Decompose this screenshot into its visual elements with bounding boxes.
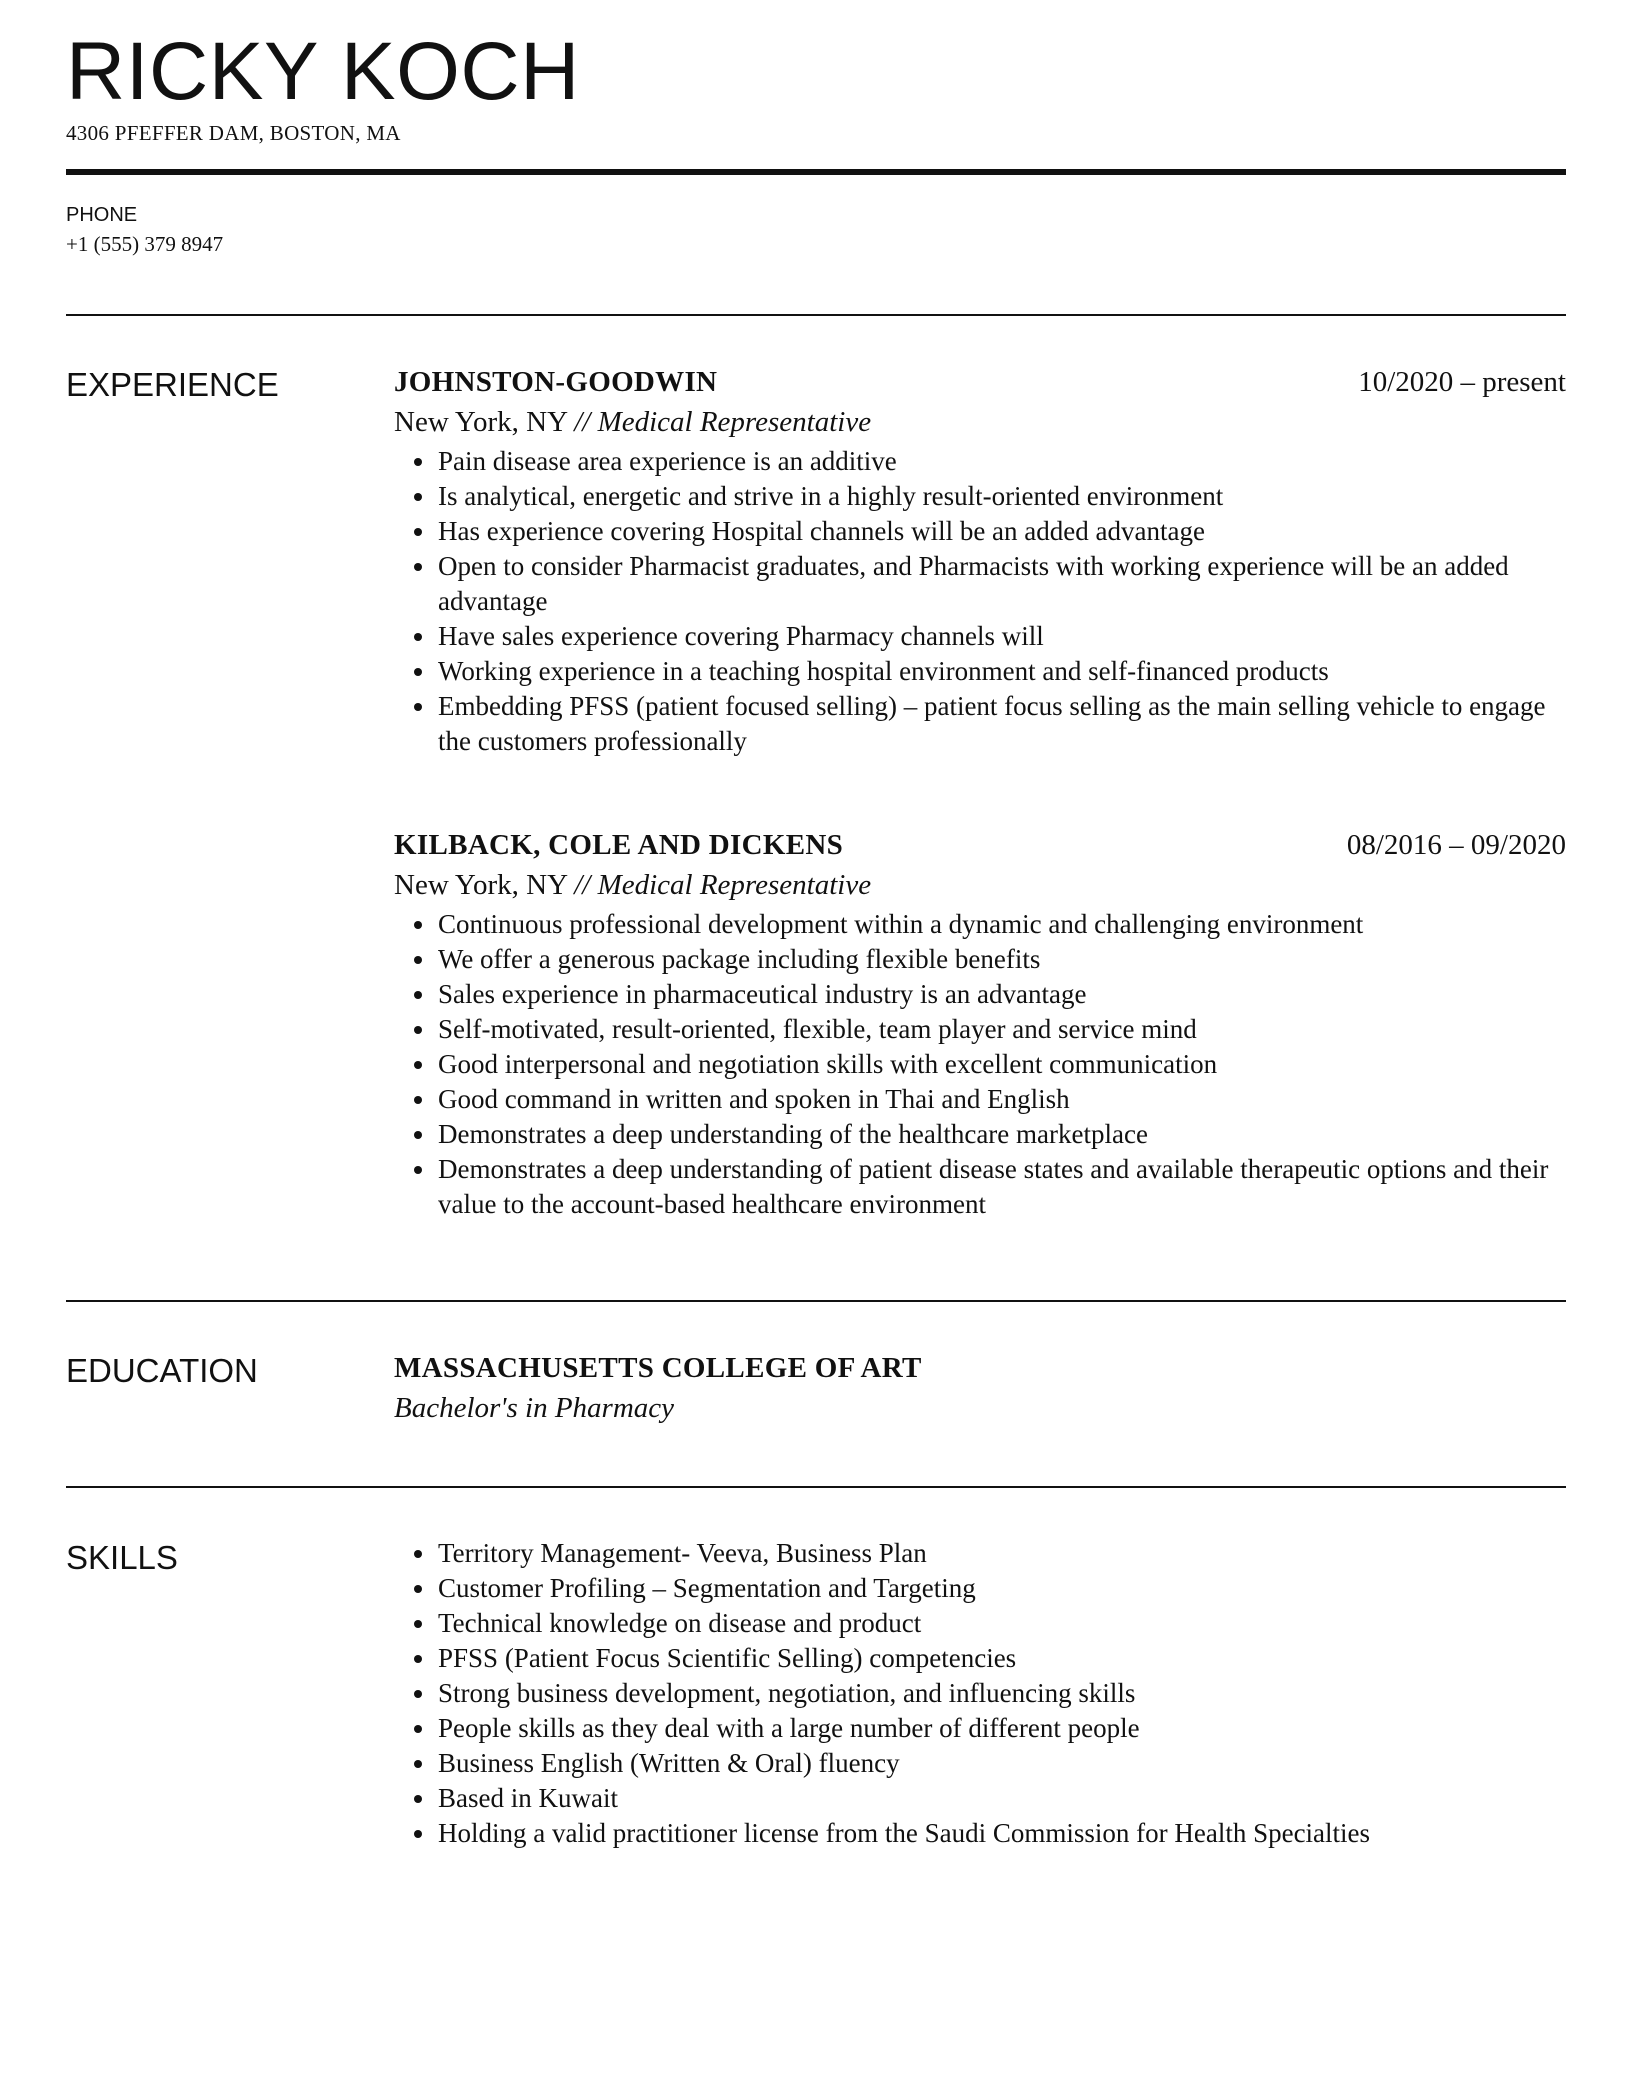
list-item: • Business English (Written & Oral) fluency <box>437 1746 1566 1781</box>
list-item: • Demonstrates a deep understanding of the healthcare marketplace <box>437 1117 1566 1152</box>
skills-title: SKILLS <box>66 1539 178 1576</box>
job-dates: 08/2016 – 09/2020 <box>1346 829 1566 861</box>
job-location: New York, NY <box>394 406 567 438</box>
list-item: • Strong business development, negotiation, and influencing skills <box>437 1676 1566 1711</box>
list-item: • Good interpersonal and negotiation skills with excellent communication <box>437 1047 1566 1082</box>
list-item: • Working experience in a teaching hospital environment and self-financed products <box>437 654 1566 689</box>
list-item: • Holding a valid practitioner license from the Saudi Commission for Health Specialties <box>437 1816 1566 1851</box>
job-role: Medical Representative <box>597 869 872 901</box>
header-divider <box>66 169 1566 175</box>
job-bullets <box>394 907 1566 1222</box>
list-item: • Customer Profiling – Segmentation and Targeting <box>437 1571 1566 1606</box>
list-item: • We offer a generous package including flexible benefits <box>437 942 1566 977</box>
job-separator: // <box>574 869 591 901</box>
job-subtitle <box>394 865 1566 905</box>
address: 4306 PFEFFER DAM, BOSTON, MA <box>66 121 401 145</box>
experience-title: EXPERIENCE <box>66 366 279 403</box>
job-entry <box>394 362 1566 759</box>
candidate-name: RICKY KOCH <box>66 26 580 117</box>
education-title: EDUCATION <box>66 1352 258 1389</box>
list-item: • Have sales experience covering Pharmacy channels will <box>437 619 1566 654</box>
section-divider <box>66 1486 1566 1488</box>
list-item: • Is analytical, energetic and strive in a highly result-oriented environment <box>437 479 1566 514</box>
employer-name: KILBACK, COLE AND DICKENS <box>394 829 844 861</box>
education-entry <box>394 1348 1566 1428</box>
list-item: • Based in Kuwait <box>437 1781 1566 1816</box>
school-name: MASSACHUSETTS COLLEGE OF ART <box>394 1352 922 1384</box>
list-item: • People skills as they deal with a large number of different people <box>437 1711 1566 1746</box>
list-item: • Good command in written and spoken in Thai and English <box>437 1082 1566 1117</box>
job-location: New York, NY <box>394 869 567 901</box>
list-item: • Territory Management- Veeva, Business Plan <box>437 1536 1566 1571</box>
list-item: • Pain disease area experience is an additive <box>437 444 1566 479</box>
job-role: Medical Representative <box>597 406 872 438</box>
list-item: • PFSS (Patient Focus Scientific Selling) competencies <box>437 1641 1566 1676</box>
job-header <box>394 362 1566 402</box>
list-item: • Embedding PFSS (patient focused selling) – patient focus selling as the main selling vehicle to engage the customers professionally <box>437 689 1566 759</box>
skills-list-container <box>394 1536 1566 1851</box>
section-divider <box>66 1300 1566 1302</box>
employer-name: JOHNSTON-GOODWIN <box>394 366 718 398</box>
job-bullets <box>394 444 1566 759</box>
job-dates: 10/2020 – present <box>1358 366 1566 398</box>
skills-list <box>394 1536 1566 1851</box>
phone-label: PHONE <box>66 204 138 226</box>
job-entry <box>394 825 1566 1222</box>
degree: Bachelor's in Pharmacy <box>394 1392 675 1424</box>
job-separator: // <box>574 406 591 438</box>
section-divider <box>66 314 1566 316</box>
phone-number: +1 (555) 379 8947 <box>66 232 224 256</box>
list-item: • Self-motivated, result-oriented, flexible, team player and service mind <box>437 1012 1566 1047</box>
list-item: • Demonstrates a deep understanding of patient disease states and available therapeutic options and their value to the account-based healthcare environment <box>437 1152 1566 1222</box>
list-item: • Continuous professional development within a dynamic and challenging environment <box>437 907 1566 942</box>
list-item: • Sales experience in pharmaceutical industry is an advantage <box>437 977 1566 1012</box>
job-header <box>394 825 1566 865</box>
list-item: • Has experience covering Hospital channels will be an added advantage <box>437 514 1566 549</box>
job-subtitle <box>394 402 1566 442</box>
list-item: • Open to consider Pharmacist graduates, and Pharmacists with working experience will be an added advantage <box>437 549 1566 619</box>
list-item: • Technical knowledge on disease and product <box>437 1606 1566 1641</box>
